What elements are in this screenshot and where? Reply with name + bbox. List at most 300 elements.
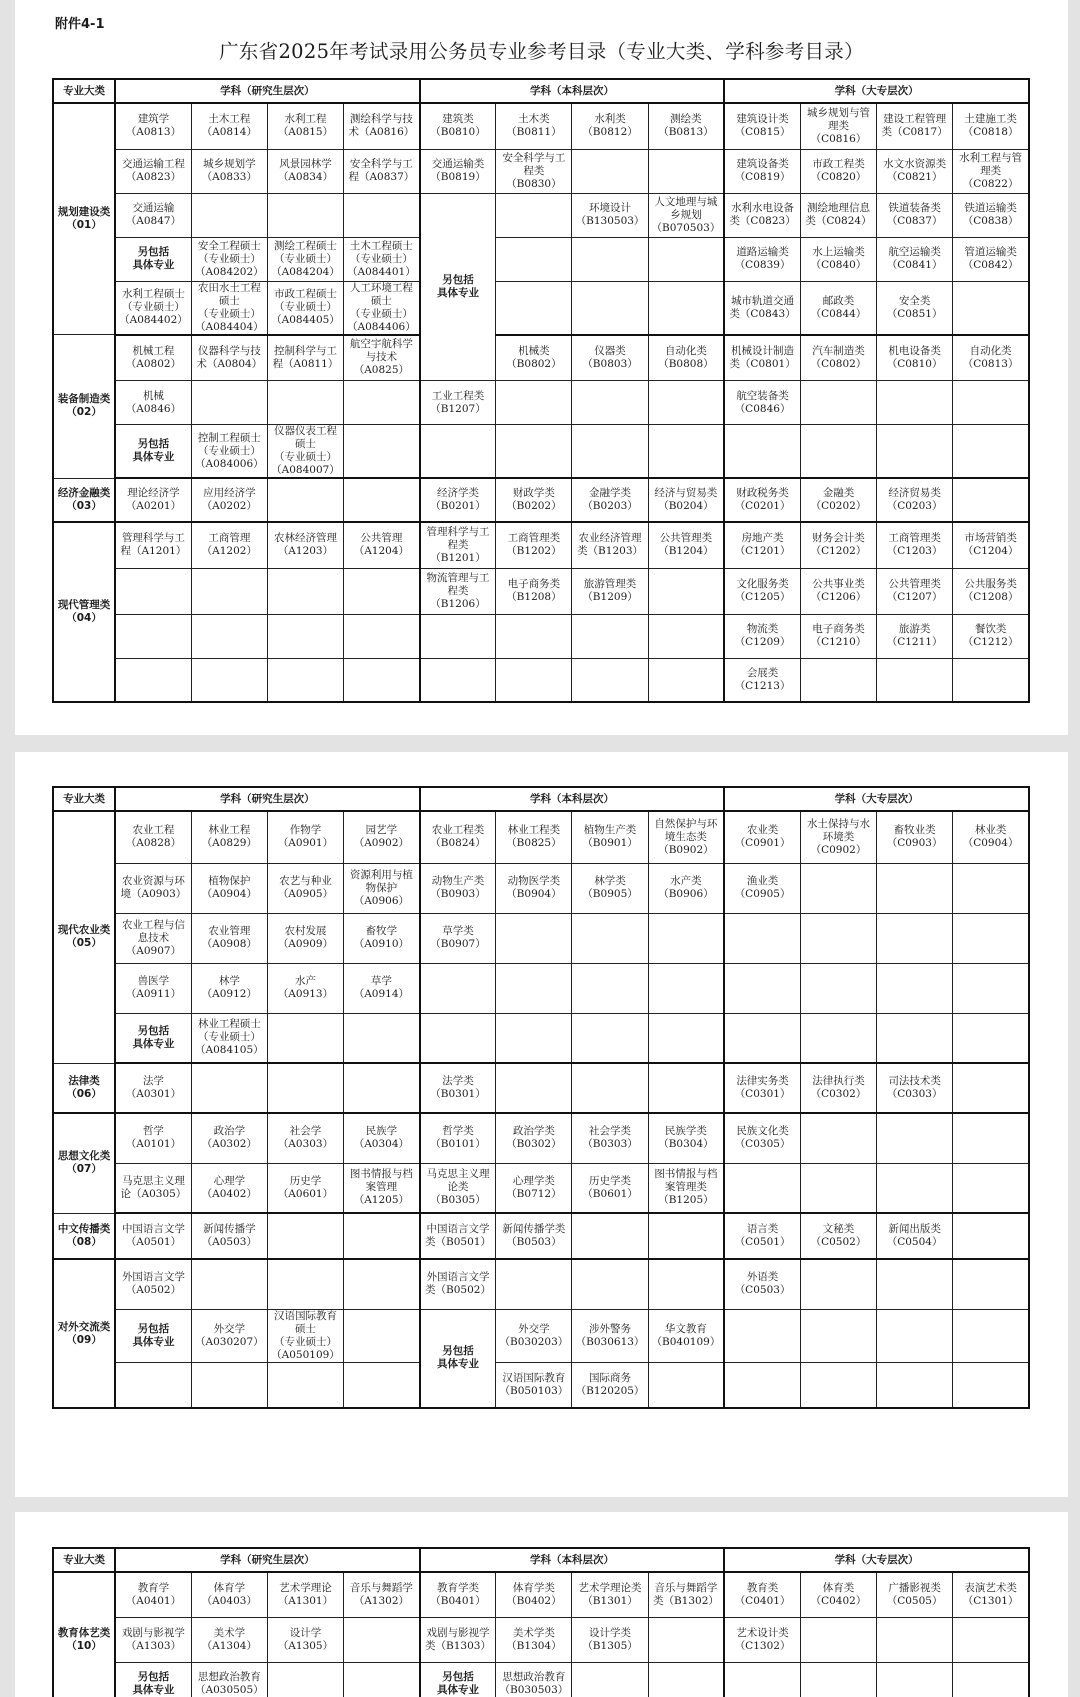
subject-cell	[800, 149, 876, 193]
subject-cell	[800, 381, 876, 425]
subject-cell	[724, 149, 800, 193]
also-includes-note: 另包括 具体专业	[115, 1309, 191, 1362]
subject-name: 环境设计	[589, 202, 632, 214]
subject-code: （B0303）	[582, 1138, 638, 1151]
subject-name: 司法技术类	[888, 1075, 941, 1087]
subject-cell	[344, 522, 420, 568]
subject-code: （A0847）	[125, 215, 182, 227]
subject-name: 自动化类	[664, 344, 707, 357]
subject-cell	[877, 335, 953, 381]
subject-cell	[877, 478, 953, 522]
subject-name: 水利水电设备类（C0823）	[729, 202, 796, 227]
subject-code: （A0402）	[201, 1187, 257, 1200]
subject-name: 农业经济管理类（B1203）	[577, 532, 644, 558]
subject-cell	[724, 1617, 800, 1662]
subject-cell	[191, 658, 267, 702]
table-row	[53, 1163, 1029, 1213]
subject-name: 安全科学与工程类	[502, 151, 566, 177]
subject-cell	[877, 381, 953, 425]
subject-name: 水利工程	[284, 113, 327, 126]
subject-cell	[267, 1213, 343, 1259]
subject-cell	[496, 568, 572, 614]
subject-name: 建筑设计类	[736, 113, 789, 126]
subject-cell	[267, 963, 343, 1013]
subject-code: （C1202）	[810, 545, 867, 558]
subject-code: （C1205）	[734, 591, 791, 603]
subject-code: （B1202）	[506, 545, 562, 558]
subject-cell	[724, 1362, 800, 1408]
subject-name: 市场营销类	[964, 532, 1017, 545]
subject-name: 控制科学与工程（A0811）	[272, 344, 339, 370]
subject-name: 自动化类	[969, 344, 1012, 357]
subject-cell	[420, 381, 496, 425]
subject-name: 艺术学理论	[279, 1581, 332, 1594]
subject-name: 理论经济学	[127, 487, 180, 499]
subject-cell	[800, 1063, 876, 1113]
subject-cell	[648, 1013, 724, 1063]
category-name: 经济金融类	[57, 486, 111, 499]
subject-cell	[191, 103, 267, 149]
subject-name: 金融类	[822, 487, 855, 499]
subject-cell	[800, 281, 876, 335]
subject-code: （B0808）	[658, 357, 714, 370]
subject-cell	[420, 963, 496, 1013]
subject-code: （B0201）	[430, 500, 486, 512]
table-row	[53, 1013, 1029, 1063]
subject-name: 公共管理类	[659, 532, 713, 545]
subject-cell	[496, 149, 572, 193]
subject-cell	[267, 237, 343, 281]
subject-code: （B030203）	[499, 1335, 569, 1348]
subject-code: （C1211）	[886, 636, 943, 648]
document-page-3	[15, 1512, 1068, 1697]
subject-code: （A0905）	[277, 888, 334, 900]
subject-name: 土木类	[518, 113, 550, 126]
subject-cell	[267, 614, 343, 658]
subject-name: 戏剧与影视学	[121, 1626, 185, 1639]
table-row	[53, 614, 1029, 658]
subject-name: 机械设计制造类（C0801）	[729, 344, 796, 370]
subject-cell	[648, 149, 724, 193]
subject-cell	[344, 614, 420, 658]
subject-name: 林业工程类	[507, 824, 561, 837]
subject-name: 航空运输类	[888, 246, 941, 258]
subject-cell	[953, 281, 1029, 335]
subject-code: （B040109）	[651, 1335, 721, 1348]
subject-name: 林业工程	[208, 824, 251, 837]
table-row	[53, 568, 1029, 614]
table-row	[53, 658, 1029, 702]
category-c04	[53, 522, 115, 702]
subject-code: （A0834）	[277, 171, 334, 183]
subject-code: （B0204）	[658, 500, 714, 512]
subject-cell	[496, 811, 572, 863]
subject-name: 园艺学	[365, 824, 398, 837]
subject-code: （A0813）	[125, 126, 182, 139]
subject-name: 财政学类	[512, 487, 555, 499]
subject-cell	[496, 1259, 572, 1309]
subject-name: 农业管理	[208, 925, 251, 937]
subject-name: 设计学	[289, 1626, 322, 1639]
subject-code: （A0906）	[353, 894, 410, 907]
subject-cell	[648, 658, 724, 702]
subject-cell	[800, 913, 876, 963]
subject-code: （专业硕士）	[273, 301, 337, 313]
category-name: 装备制造类	[57, 393, 111, 406]
subject-name: 表演艺术类	[964, 1581, 1017, 1594]
subject-code: （A0814）	[201, 126, 257, 139]
subject-cell	[800, 963, 876, 1013]
subject-cell	[191, 614, 267, 658]
category-code: （09）	[66, 1333, 102, 1346]
subject-cell	[191, 335, 267, 381]
subject-cell	[267, 1259, 343, 1309]
subject-name: 财政税务类	[736, 487, 789, 499]
subject-name: 教育学	[137, 1581, 170, 1594]
subject-code: （A084204）	[271, 265, 340, 278]
subject-cell	[344, 425, 420, 479]
subject-name: 水利工程硕士	[121, 288, 185, 300]
subject-cell	[496, 1063, 572, 1113]
subject-cell	[572, 478, 648, 522]
subject-cell	[267, 1063, 343, 1113]
subject-name: 动物生产类	[431, 875, 485, 887]
subject-code: （B1204）	[658, 545, 714, 558]
table-row	[53, 811, 1029, 863]
subject-name: 城乡规划学	[203, 158, 256, 170]
subject-name: 兽医学	[137, 975, 170, 987]
subject-name: 汽车制造类	[812, 344, 865, 357]
table-row	[53, 193, 1029, 237]
subject-name: 人文地理与城乡规划	[654, 195, 718, 221]
subject-name: 法学类	[442, 1075, 474, 1087]
table-row	[53, 1362, 1029, 1408]
subject-name: 心理学类	[512, 1174, 555, 1187]
subject-code: （A0601）	[277, 1187, 334, 1200]
subject-cell	[115, 863, 191, 913]
subject-name: 法律实务类	[736, 1075, 789, 1087]
subject-cell	[267, 1013, 343, 1063]
subject-cell	[191, 1309, 267, 1362]
subject-cell	[877, 149, 953, 193]
subject-code: （C0305）	[734, 1138, 791, 1151]
subject-name: 外语类	[746, 1271, 779, 1284]
subject-cell	[496, 335, 572, 381]
subject-name: 邮政类	[822, 294, 855, 307]
table-row	[53, 237, 1029, 281]
subject-cell	[496, 913, 572, 963]
subject-cell	[648, 281, 724, 335]
subject-cell	[572, 1259, 648, 1309]
subject-code: （C0905）	[734, 888, 791, 900]
subject-cell	[648, 193, 724, 237]
category-name: 现代农业类	[57, 924, 111, 937]
subject-name: 机械	[142, 389, 164, 402]
subject-code: （B0906）	[658, 888, 714, 900]
subject-code: （专业硕士）	[349, 307, 413, 320]
subject-name: 美术学	[213, 1626, 246, 1639]
subject-code: （B120205）	[575, 1384, 645, 1397]
subject-cell	[953, 478, 1029, 522]
subject-cell	[344, 863, 420, 913]
table-row	[53, 963, 1029, 1013]
header-category: 专业大类	[53, 79, 115, 103]
subject-cell	[724, 863, 800, 913]
subject-cell	[953, 614, 1029, 658]
subject-code: （C1207）	[886, 591, 943, 603]
table-row	[53, 381, 1029, 425]
subject-name: 新闻传播学	[203, 1223, 256, 1235]
table-header-row	[53, 79, 1029, 103]
subject-name: 仪器科学与技术（A0804）	[196, 344, 263, 370]
subject-code: （C0837）	[886, 215, 943, 227]
subject-name: 文化服务类	[736, 578, 789, 590]
subject-cell	[877, 1013, 953, 1063]
subject-cell	[344, 478, 420, 522]
subject-code: （专业硕士）	[349, 252, 413, 265]
subject-code: （B0503）	[506, 1236, 562, 1248]
subject-name: 外交学	[213, 1322, 246, 1335]
subject-cell	[496, 1572, 572, 1617]
subject-code: （B0901）	[582, 837, 638, 850]
subject-name: 公共管理类	[888, 578, 941, 590]
subject-cell	[800, 478, 876, 522]
subject-name: 法学	[142, 1075, 164, 1087]
subject-cell	[877, 522, 953, 568]
subject-code: （C0501）	[734, 1236, 791, 1248]
subject-code: （A084401）	[347, 265, 416, 278]
subject-cell	[572, 1163, 648, 1213]
subject-cell	[267, 568, 343, 614]
subject-cell	[420, 1617, 496, 1662]
subject-code: （A0829）	[201, 837, 257, 850]
subject-code: （B0101）	[430, 1138, 486, 1151]
attachment-label: 附件4-1	[55, 17, 105, 32]
subject-cell	[800, 335, 876, 381]
subject-cell	[267, 1113, 343, 1163]
subject-name: 经济贸易类	[888, 487, 941, 499]
subject-name: 设计学类	[589, 1626, 632, 1639]
subject-cell	[800, 568, 876, 614]
table-row	[53, 103, 1029, 149]
subject-code: （A0401）	[125, 1594, 182, 1607]
subject-cell	[267, 913, 343, 963]
subject-code: （A0902）	[353, 837, 410, 850]
subject-code: （A084405）	[271, 314, 340, 326]
category-name: 法律类	[68, 1074, 100, 1087]
table-row	[53, 913, 1029, 963]
subject-cell	[115, 193, 191, 237]
subject-code: （A0201）	[125, 500, 182, 512]
subject-cell	[572, 963, 648, 1013]
subject-cell	[267, 193, 343, 237]
subject-cell	[496, 614, 572, 658]
header-associate: 学科（大专层次）	[724, 787, 1029, 811]
subject-name: 测绘类	[670, 113, 702, 126]
subject-name: 水土保持与水环境类	[806, 817, 870, 843]
subject-name: 电子商务类	[507, 578, 561, 590]
subject-cell	[877, 614, 953, 658]
subject-cell	[572, 1572, 648, 1617]
subject-cell	[344, 103, 420, 149]
table-row	[53, 522, 1029, 568]
subject-cell	[953, 1213, 1029, 1259]
subject-cell	[572, 193, 648, 237]
subject-name: 林学	[218, 975, 240, 987]
category-code: （10）	[66, 1639, 102, 1652]
subject-cell	[724, 193, 800, 237]
subject-code: （A0302）	[201, 1138, 257, 1151]
subject-cell	[344, 1309, 420, 1362]
subject-cell	[800, 1362, 876, 1408]
subject-cell	[648, 614, 724, 658]
category-code: （07）	[66, 1163, 102, 1176]
subject-cell	[344, 149, 420, 193]
subject-name: 草学类	[442, 925, 474, 937]
subject-code: （A050109）	[271, 1348, 340, 1361]
subject-cell	[420, 1013, 496, 1063]
subject-cell	[191, 811, 267, 863]
subject-code: （A0913）	[277, 988, 334, 1000]
subject-cell	[724, 103, 800, 149]
subject-name: 旅游类	[898, 623, 931, 635]
subject-name: 应用经济学	[203, 487, 256, 499]
subject-name: 电子商务类	[812, 623, 865, 635]
subject-code: （B0903）	[430, 888, 486, 900]
subject-cell	[724, 1213, 800, 1259]
subject-cell	[344, 1063, 420, 1113]
subject-cell	[572, 237, 648, 281]
subject-name: 公共事业类	[812, 578, 865, 590]
subject-cell	[877, 1662, 953, 1697]
subject-code: （A1301）	[277, 1594, 334, 1607]
subject-code: （A0815）	[277, 126, 334, 139]
subject-code: （C0802）	[810, 357, 867, 370]
subject-cell	[496, 522, 572, 568]
subject-code: （C0301）	[734, 1088, 791, 1100]
subject-name: 交通运输	[132, 202, 175, 214]
subject-name: 经济学类	[437, 487, 479, 499]
subject-cell	[267, 425, 343, 479]
subject-cell	[496, 1213, 572, 1259]
subject-cell	[420, 1163, 496, 1213]
subject-code: （A0503）	[201, 1236, 257, 1248]
subject-cell	[344, 1013, 420, 1063]
subject-cell	[877, 1572, 953, 1617]
subject-cell	[800, 1213, 876, 1259]
category-c10	[53, 1572, 115, 1697]
subject-name: 体育学	[213, 1581, 246, 1594]
subject-cell	[267, 1662, 343, 1697]
subject-cell	[724, 1662, 800, 1697]
subject-cell	[648, 103, 724, 149]
subject-cell	[572, 522, 648, 568]
subject-name: 林业工程硕士	[197, 1018, 261, 1031]
category-code: （08）	[66, 1235, 102, 1248]
subject-cell	[344, 237, 420, 281]
subject-name: 植物生产类	[583, 824, 637, 837]
subject-name: 农林经济管理	[273, 532, 337, 545]
category-code: （03）	[66, 499, 102, 512]
subject-cell	[724, 381, 800, 425]
subject-cell	[115, 1213, 191, 1259]
subject-cell	[953, 1113, 1029, 1163]
subject-code: （B030613）	[575, 1335, 645, 1348]
subject-cell	[344, 1213, 420, 1259]
subject-cell	[344, 1362, 420, 1408]
subject-cell	[953, 1063, 1029, 1113]
subject-cell	[800, 1572, 876, 1617]
subject-name: 餐饮类	[974, 623, 1007, 635]
subject-cell	[572, 1662, 648, 1697]
subject-cell	[496, 193, 572, 237]
subject-cell	[115, 335, 191, 381]
subject-cell	[953, 658, 1029, 702]
subject-name: 自然保护与环境生态类	[654, 817, 718, 843]
subject-code: （B0904）	[506, 888, 562, 900]
subject-code: （C0844）	[810, 307, 867, 320]
subject-cell	[115, 381, 191, 425]
subject-name: 水利工程与管理类（C0822）	[959, 151, 1023, 190]
subject-code: （B1208）	[506, 591, 562, 603]
subject-cell	[191, 522, 267, 568]
subject-cell	[953, 193, 1029, 237]
subject-name: 工商管理	[208, 532, 251, 545]
subject-cell	[344, 913, 420, 963]
subject-code: （C0846）	[734, 402, 791, 415]
subject-name: 汉语国际教育硕士	[273, 1309, 337, 1335]
subject-name: 艺术设计类	[736, 1626, 789, 1639]
subject-code: （A1205）	[353, 1194, 410, 1207]
category-name: 教育体艺类	[57, 1626, 111, 1639]
subject-cell	[267, 1163, 343, 1213]
subject-cell	[191, 1662, 267, 1697]
subject-cell	[953, 963, 1029, 1013]
subject-code: （B0813）	[658, 126, 714, 139]
subject-name: 机电设备类	[888, 344, 941, 357]
subject-cell	[724, 963, 800, 1013]
subject-cell	[496, 281, 572, 335]
subject-cell	[648, 1113, 724, 1163]
subject-cell	[877, 1259, 953, 1309]
subject-code: （A0901）	[277, 837, 334, 850]
subject-cell	[344, 281, 420, 335]
subject-cell	[572, 811, 648, 863]
subject-cell	[344, 1662, 420, 1697]
subject-name: 资源利用与植物保护	[349, 868, 413, 894]
subject-cell	[267, 149, 343, 193]
subject-cell	[953, 1362, 1029, 1408]
subject-cell	[724, 1013, 800, 1063]
subject-code: （A1304）	[201, 1639, 257, 1652]
subject-code: （C1204）	[962, 545, 1019, 558]
header-bachelor: 学科（本科层次）	[420, 787, 725, 811]
subject-name: 土木工程	[208, 113, 251, 126]
subject-cell	[877, 237, 953, 281]
subject-code: （B1209）	[582, 591, 638, 603]
subject-cell	[344, 658, 420, 702]
subject-cell	[724, 1572, 800, 1617]
subject-cell	[572, 1063, 648, 1113]
subject-cell	[800, 811, 876, 863]
subject-cell	[115, 963, 191, 1013]
subject-name: 哲学	[142, 1125, 164, 1138]
subject-cell	[115, 281, 191, 335]
subject-name: 安全工程硕士	[197, 239, 261, 252]
subject-code: （A0301）	[125, 1088, 182, 1100]
subject-code: （C0818）	[962, 126, 1019, 139]
subject-name: 物流管理与工程类	[426, 571, 490, 597]
